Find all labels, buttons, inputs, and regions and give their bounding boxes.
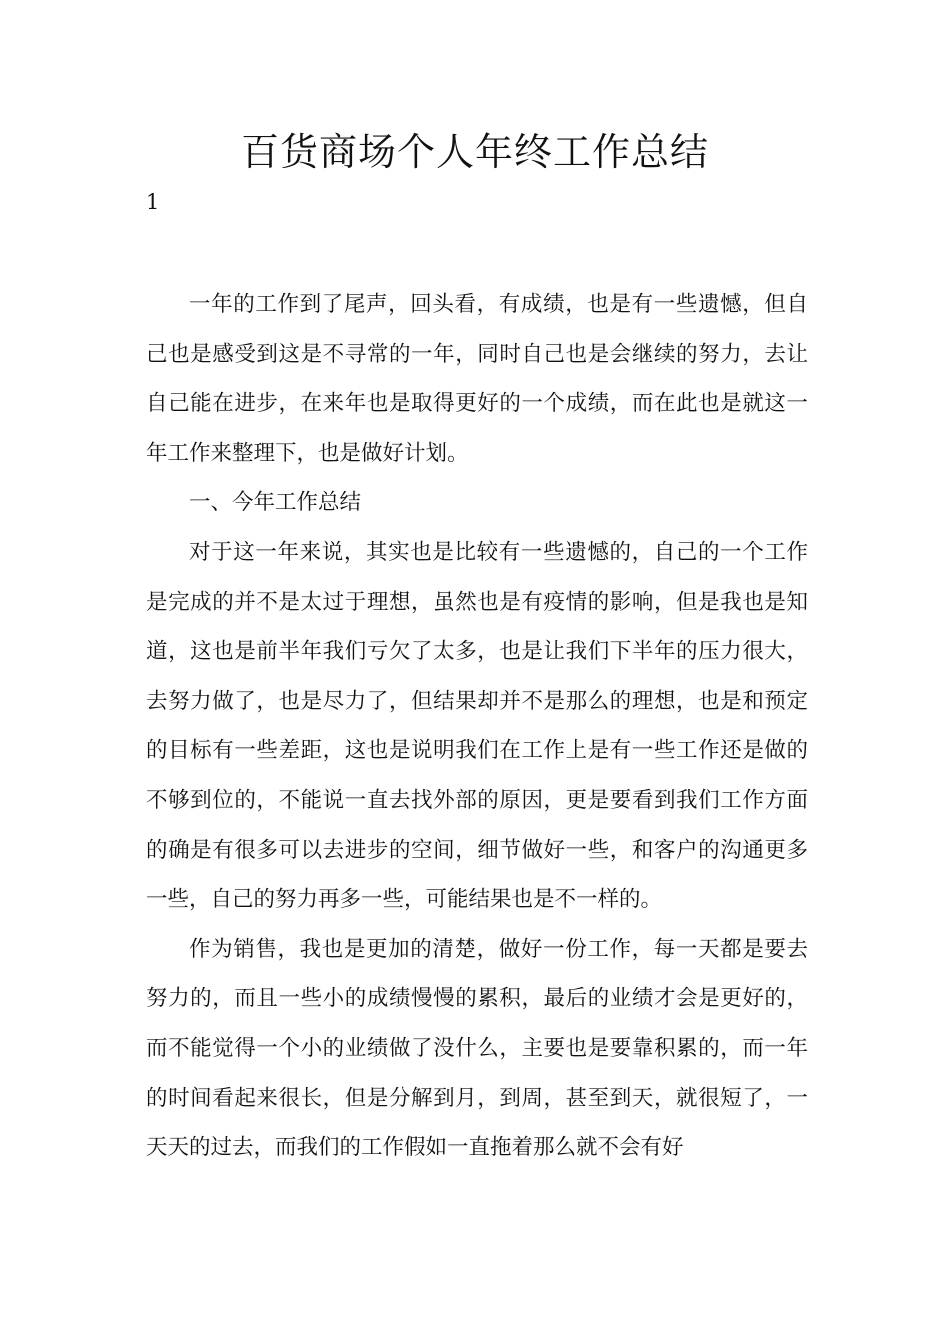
document-title: 百货商场个人年终工作总结 [240, 130, 709, 174]
section-heading: 一、今年工作总结 [189, 490, 362, 516]
paragraph-summary: 对于这一年来说，其实也是比较有一些遗憾的，自己的一个工作是完成的并不是太过于理想，虽然也是有疫情的影响，但是我也是知道，这也是前半年我们亏欠了太多，也是让我们下半年的压力很大，去努力做了，也是尽力了，但结果却并不是那么的理想，也是和预定的目标有一些差距，这也是说明我们在工作上是有一些工作还是做的不够到位的，不能说一直去找外部的原因，更是要看到我们工作方面的确是有很多可以去进步的空间，细节做好一些，和客户的沟通更多一些，自己的努力再多一些，可能结果也是不一样的。 [146, 539, 808, 913]
paragraph-intro: 一年的工作到了尾声，回头看，有成绩，也是有一些遗憾，但自己也是感受到这是不寻常的一年，同时自己也是会继续的努力，去让自己能在进步，在来年也是取得更好的一个成绩，而在此也是就这一年工作来整理下，也是做好计划。 [146, 292, 808, 466]
page-number: 1 [146, 190, 160, 214]
paragraph-sales: 作为销售，我也是更加的清楚，做好一份工作，每一天都是要去努力的，而且一些小的成绩慢慢的累积，最后的业绩才会是更好的，而不能觉得一个小的业绩做了没什么，主要也是要靠积累的，而一年的时间看起来很长，但是分解到月，到周，甚至到天，就很短了，一天天的过去，而我们的工作假如一直拖着那么就不会有好 [146, 936, 808, 1161]
document-body [146, 280, 808, 1173]
